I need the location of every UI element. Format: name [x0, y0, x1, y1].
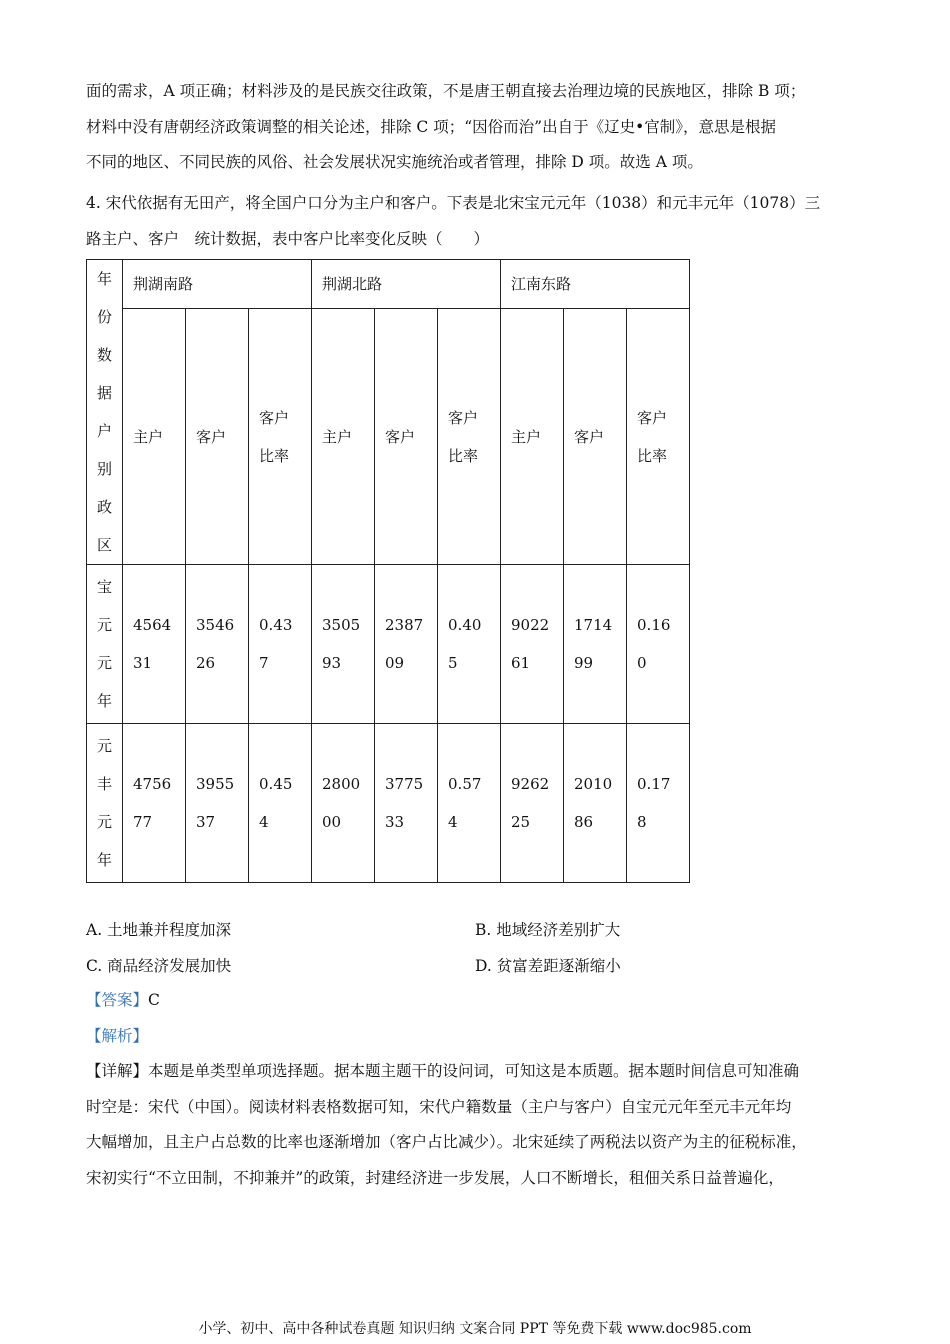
data-cell: 238709	[375, 565, 438, 724]
text-line: 不同的地区、不同民族的风俗、社会发展状况实施统治或者管理，排除 D 项。故选 A 项。	[86, 153, 703, 171]
previous-analysis-text	[86, 74, 866, 181]
text-line: 宋初实行“不立田制，不抑兼并”的政策，封建经济进一步发展，人口不断增长，租佃关系日益普遍化，	[86, 1168, 784, 1187]
text-line: 材料中没有唐朝经济政策调整的相关论述，排除 C 项；“因俗而治”出自于《辽史•官制》，意思是根据	[86, 117, 776, 136]
household-statistics-table	[86, 259, 690, 883]
detail-analysis	[86, 1054, 866, 1196]
year-cell: 元 丰 元 年	[87, 724, 123, 883]
data-cell: 395537	[186, 724, 249, 883]
column-header: 主户	[312, 309, 375, 565]
option-a[interactable]: A. 土地兼并程度加深	[86, 921, 232, 939]
table-corner-header: 年 份 数 据 户 别 政 区	[87, 260, 123, 565]
region-header: 江南东路	[501, 260, 690, 309]
data-cell: 201086	[564, 724, 627, 883]
data-cell: 0.574	[438, 724, 501, 883]
data-cell: 0.405	[438, 565, 501, 724]
text-line: 大幅增加，且主户占总数的比率也逐渐增加（客户占比减少）。北宋延续了两税法以资产为主的征税标准，	[86, 1133, 807, 1151]
table-row	[87, 565, 690, 724]
region-header: 荆湖南路	[123, 260, 312, 309]
detail-label: 【详解】	[86, 1062, 149, 1080]
option-c[interactable]: C. 商品经济发展加快	[86, 957, 232, 975]
text-line: 时空是：宋代（中国）。阅读材料表格数据可知，宋代户籍数量（主户与客户）自宝元元年至元丰元年均	[86, 1097, 792, 1116]
data-cell: 354626	[186, 565, 249, 724]
question-stem	[86, 186, 866, 257]
option-d[interactable]: D. 贫富差距逐渐缩小	[475, 957, 621, 975]
table-row	[87, 724, 690, 883]
column-header: 客户比率	[438, 309, 501, 565]
text-line: 【详解】本题是单类型单项选择题。据本题主题干的设问词，可知这是本质题。据本题时间信息可知准确	[86, 1062, 800, 1080]
data-cell: 0.178	[627, 724, 690, 883]
region-header: 荆湖北路	[312, 260, 501, 309]
column-header: 主户	[501, 309, 564, 565]
analysis-label: 【解析】	[86, 1027, 149, 1045]
column-header: 客户	[186, 309, 249, 565]
column-header: 主户	[123, 309, 186, 565]
text-line: 路主户、客户 统计数据，表中客户比率变化反映（ ）	[86, 229, 490, 248]
column-header: 客户比率	[627, 309, 690, 565]
answer-line	[86, 988, 160, 1010]
option-b[interactable]: B. 地域经济差别扩大	[475, 921, 621, 939]
answer-label: 【答案】	[86, 991, 149, 1009]
year-cell: 宝 元 元 年	[87, 565, 123, 724]
data-cell: 0.160	[627, 565, 690, 724]
text-line: 4. 宋代依据有无田产，将全国户口分为主户和客户。下表是北宋宝元元年（1038）和元丰元年（1078）三	[86, 194, 821, 212]
data-cell: 456431	[123, 565, 186, 724]
text-line: 面的需求，A 项正确；材料涉及的是民族交往政策，不是唐王朝直接去治理边境的民族地区，排除 B 项；	[86, 82, 806, 100]
data-cell: 902261	[501, 565, 564, 724]
data-cell: 0.454	[249, 724, 312, 883]
column-header: 客户	[564, 309, 627, 565]
data-cell: 280000	[312, 724, 375, 883]
data-cell: 926225	[501, 724, 564, 883]
data-cell: 475677	[123, 724, 186, 883]
column-header: 客户	[375, 309, 438, 565]
data-cell: 171499	[564, 565, 627, 724]
data-cell: 377533	[375, 724, 438, 883]
column-header: 客户比率	[249, 309, 312, 565]
data-cell: 0.437	[249, 565, 312, 724]
answer-value: C	[148, 991, 160, 1009]
data-cell: 350593	[312, 565, 375, 724]
page-footer: 小学、初中、高中各种试卷真题 知识归纳 文案合同 PPT 等免费下载 www.doc985.com	[198, 1321, 752, 1337]
